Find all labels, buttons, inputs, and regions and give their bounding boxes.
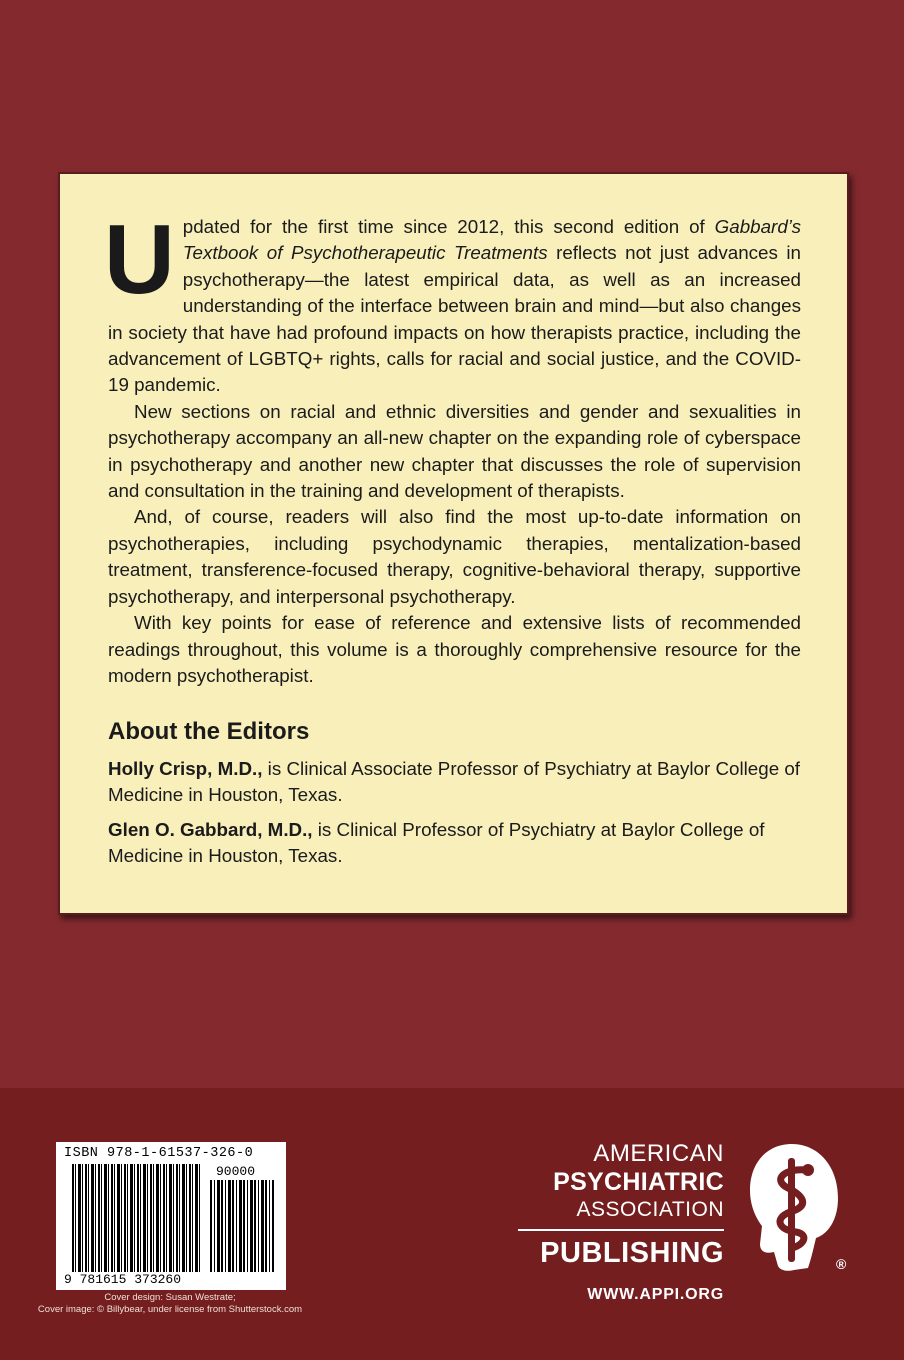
publisher-url[interactable]: WWW.APPI.ORG xyxy=(587,1286,724,1303)
isbn-barcode xyxy=(56,1142,286,1290)
apa-head-staff-logo-icon xyxy=(744,1140,847,1274)
paragraph-key-points: With key points for ease of reference and extensive lists of recommended readings throughout, this volume is a thoroughly comprehensive resource for the modern psychotherapist. xyxy=(108,612,801,686)
panel-content xyxy=(104,204,801,877)
drop-cap: U xyxy=(104,204,175,314)
registered-mark: ® xyxy=(836,1256,847,1272)
isbn-label: ISBN 978-1-61537-326-0 xyxy=(64,1146,254,1161)
cover-credits xyxy=(20,1292,320,1316)
editor-bio-gabbard xyxy=(108,817,801,870)
description-panel xyxy=(58,172,849,915)
intro-text-a: pdated for the first time since 2012, this second edition of xyxy=(182,216,715,237)
paragraph-intro xyxy=(104,204,801,399)
editor-text: is Clinical Professor of Psychiatry at Baylor College of Medicine in Houston, Texas. xyxy=(108,818,765,866)
ean-number: 9 781615 373260 xyxy=(60,1272,185,1287)
publisher-divider xyxy=(518,1229,724,1231)
publisher-line-psychiatric: PSYCHIATRIC xyxy=(553,1168,724,1196)
barcode-bars-icon xyxy=(72,1164,200,1272)
credit-design: Cover design: Susan Westrate; xyxy=(104,1292,236,1303)
editor-bio-crisp xyxy=(108,756,801,809)
publisher-line-publishing: PUBLISHING xyxy=(540,1237,724,1269)
editor-name: Glen O. Gabbard, M.D., xyxy=(108,818,313,840)
paragraph-therapies: And, of course, readers will also find the most up-to-date information on psychotherapies, including psychodynamic therapies, mentalization-based treatment, transference-focused therapy, cognitive-behavioral therapy, supportive psychotherapy, and interpersonal psychotherapy. xyxy=(108,506,801,607)
publisher-wordmark xyxy=(518,1140,724,1269)
intro-text-b: reflects not just advances in psychotherapy—the latest empirical data, as well as an increased understanding of the interface between brain and mind—but also changes in society that have had profound impacts on how therapists practice, including the advancement of LGBTQ+ rights, calls for racial and social justice, and the COVID-19 pandemic. xyxy=(108,242,801,396)
paragraph-new-sections: New sections on racial and ethnic diversities and gender and sexualities in psychotherapy accompany an all-new chapter on the expanding role of cyberspace in psychotherapy and another new chapter that discusses the role of supervision and consultation in the training and development of therapists. xyxy=(108,400,801,502)
editor-name: Holly Crisp, M.D., xyxy=(108,757,263,779)
barcode-addon-bars-icon xyxy=(210,1180,274,1272)
book-title-italic: Gabbard’s Textbook of Psychotherapeutic Treatments xyxy=(182,216,801,264)
about-editors-heading: About the Editors xyxy=(108,718,310,746)
publisher-line-american: AMERICAN xyxy=(593,1140,724,1167)
barcode-addon-number: 90000 xyxy=(216,1164,256,1179)
publisher-line-association: ASSOCIATION xyxy=(576,1198,724,1221)
credit-image: Cover image: © Billybear, under license from Shutterstock.com xyxy=(37,1304,303,1315)
editor-text: is Clinical Associate Professor of Psychiatry at Baylor College of Medicine in Houston, Texas. xyxy=(108,757,801,806)
